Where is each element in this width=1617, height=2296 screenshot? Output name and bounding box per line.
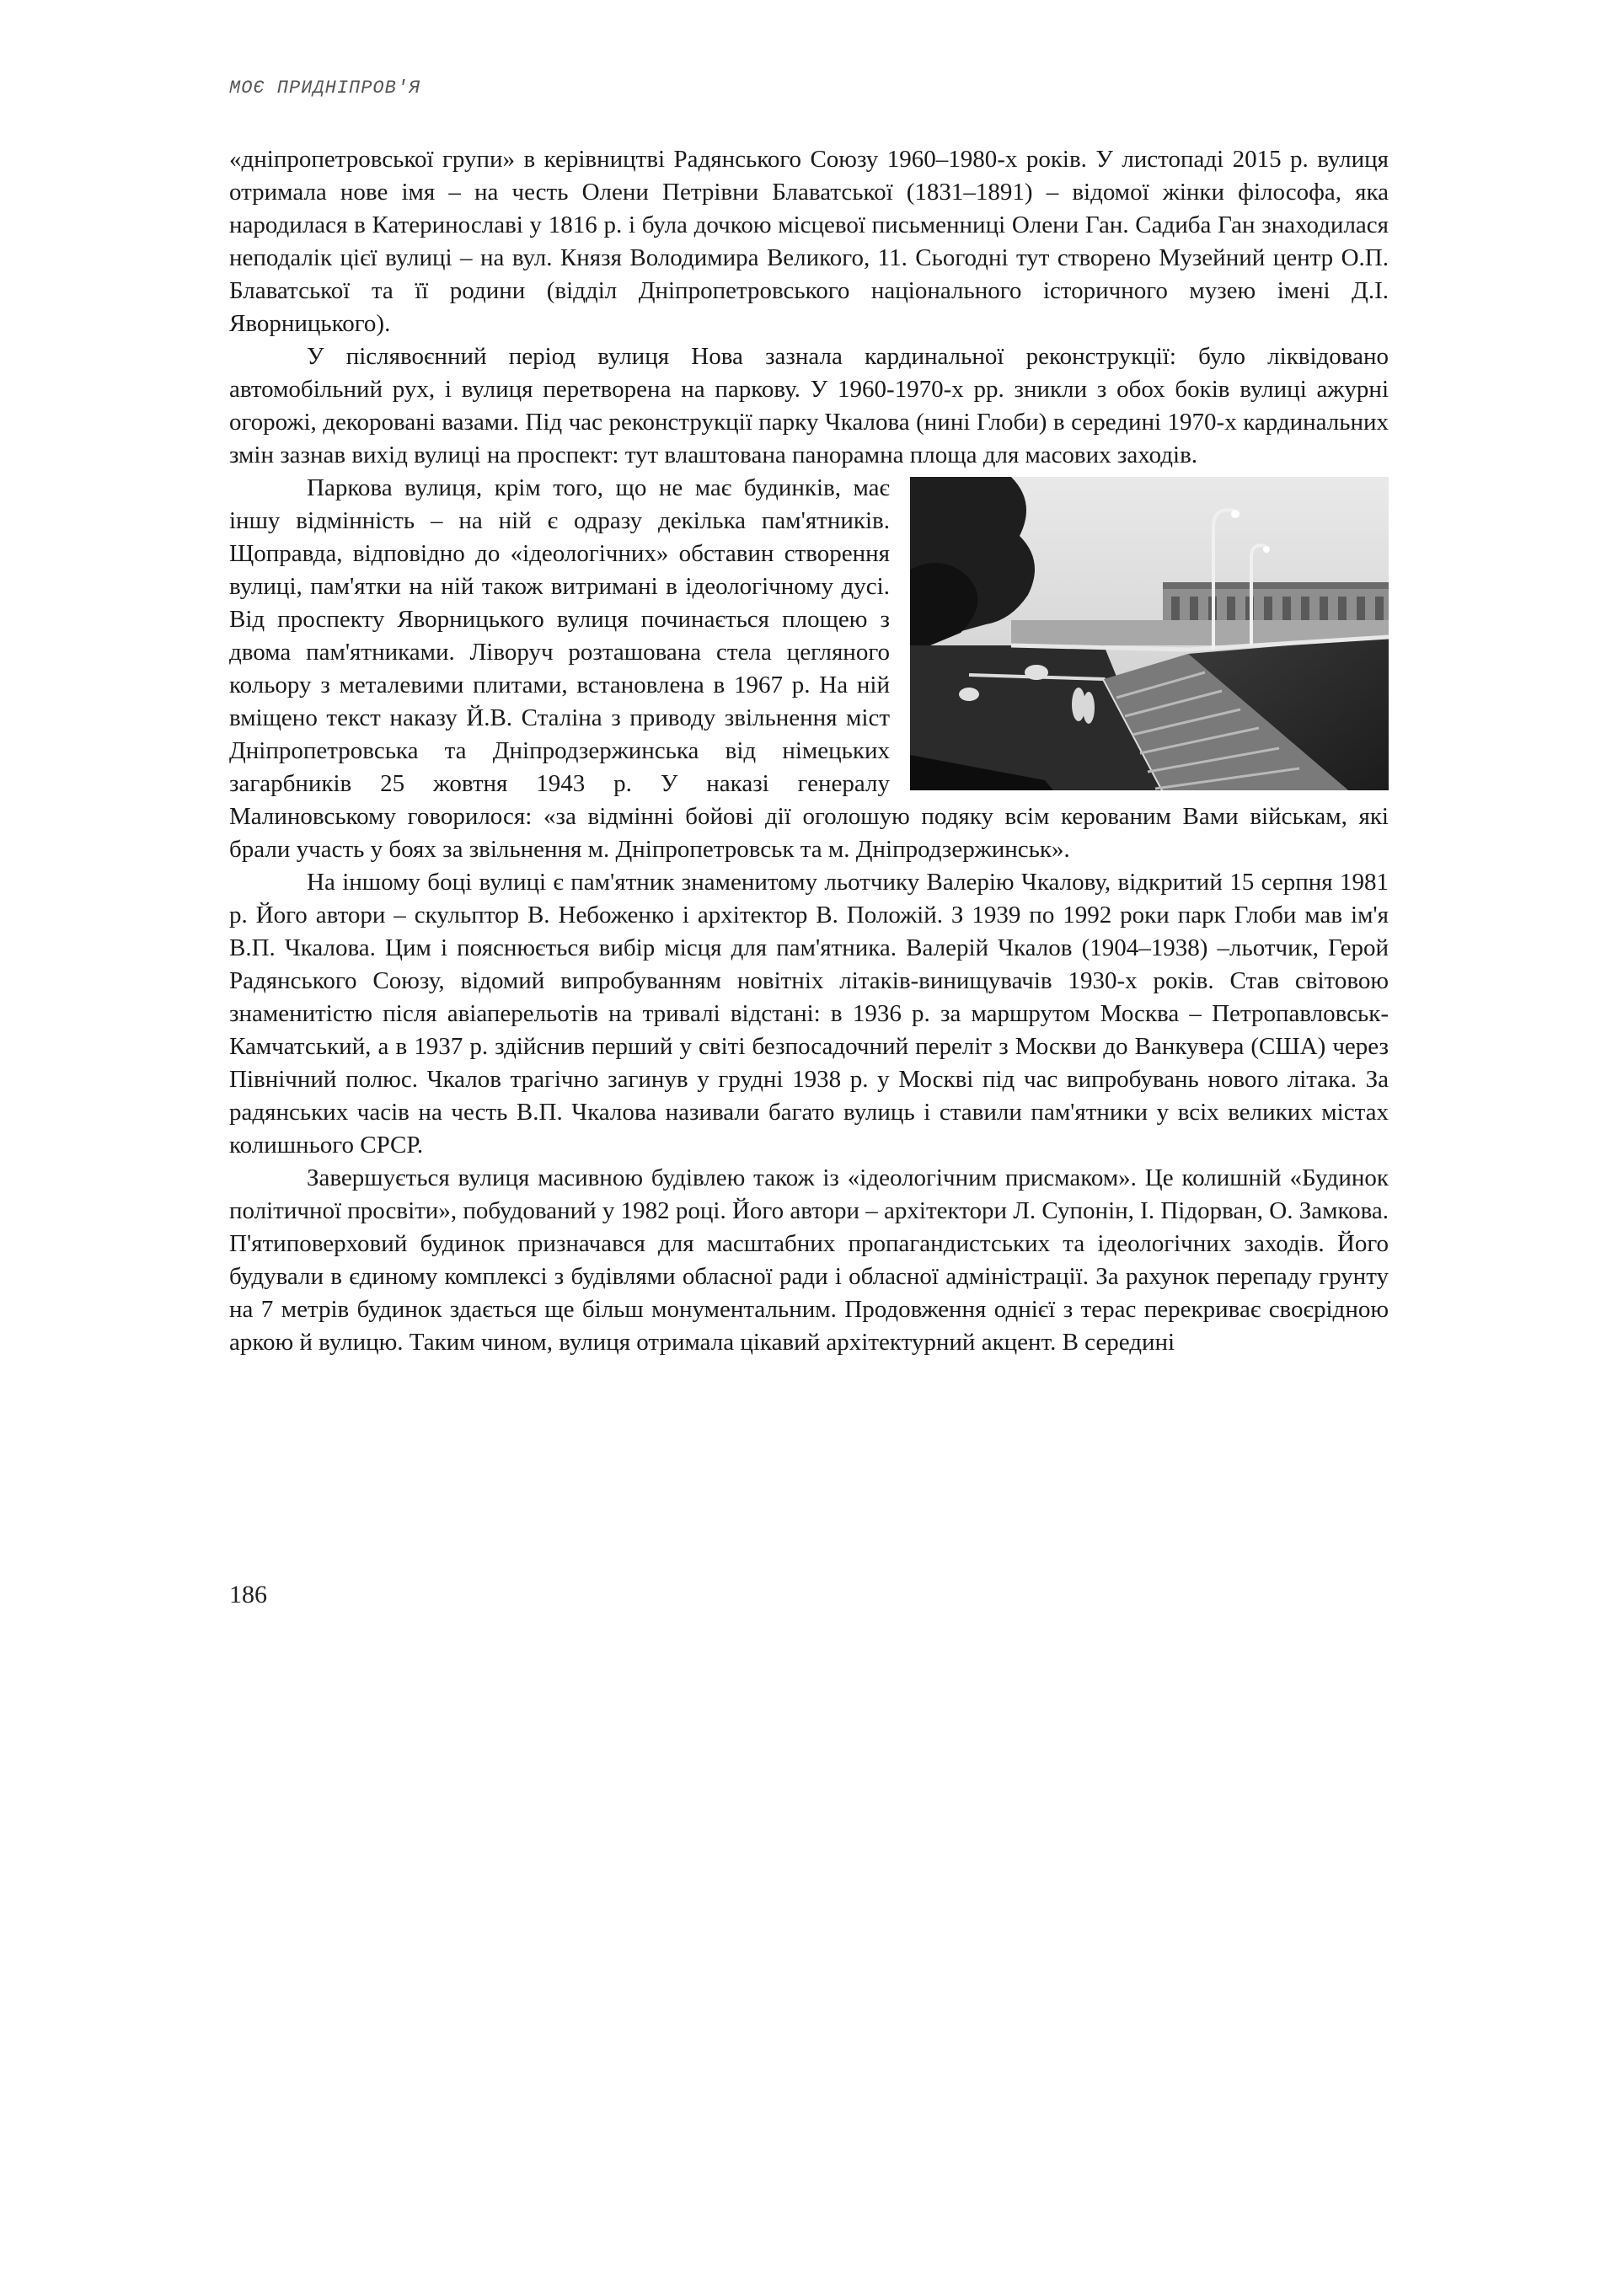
page-number: 186: [229, 1581, 267, 1608]
park-stairs-photo: [910, 477, 1389, 790]
body-text: [229, 143, 1389, 1359]
paragraph: «дніпропетровської групи» в керівництві Радянського Союзу 1960–1980-х років. У листопаді 2015 р. вулиця отримала нове імя – на честь Олени Петрівни Блаватської (1831–1891) – відомої жінки філософа, яка народилася в Катеринославі у 1816 р. і була дочкою місцевої письменниці Олени Ган. Садиба Ган знаходилася неподалік цієї вулиці – на вул. Князя Володимира Великого, 11. Сьогодні тут створено Музейний центр О.П. Блаватської та її родини (відділ Дніпропетровського національного історичного музею імені Д.І. Яворницького).: [229, 146, 1389, 337]
running-header: МОЄ ПРИДНІПРОВ'Я: [229, 78, 421, 99]
paragraph: Завершується вулиця масивною будівлею також із «ідеологічним присмаком». Це колишній «Будинок політичної просвіти», побудований у 1982 році. Його автори – архітектори Л. Супонін, І. Підорван, О. Замкова. П'ятиповерховий будинок призначався для масштабних пропагандистських та ідеологічних заходів. Його будували в єдиному комплексі з будівлями обласної ради і обласної адміністрації. За рахунок перепаду грунту на 7 метрів будинок здається ще більш монументальним. Продовження однієї з терас перекриває своєрідною аркою й вулицю. Таким чином, вулиця отримала цікавий архітектурний акцент. В середині: [229, 1164, 1389, 1356]
paragraph: Паркова вулиця, крім того, що не має будинків, має іншу відмінність – на ній є одразу декілька пам'ятників. Щоправда, відповідно до «ідеологічних» обставин створення вулиці, пам'ятки на ній також витримані в ідеологічному дусі. Від проспекту Яворницького вулиця починається площею з двома пам'ятниками. Ліворуч розташована стела цегляного кольору з металевими плитами, встановлена в 1967 р. На ній вміщено текст наказу Й.В. Сталіна з приводу звільнення міст Дніпропетровська та Дніпродзержинська від німецьких загарбників 25 жовтня 1943 р. У наказі генералу Малиновському говорилося: «за відмінні бойові дії оголошую подяку всім керованим Вами військам, які брали участь у боях за звільнення м. Дніпропетровськ та м. Дніпродзержинськ».: [229, 474, 1389, 863]
paragraph: У післявоєнний період вулиця Нова зазнала кардинальної реконструкції: було ліквідовано автомобільний рух, і вулиця перетворена на паркову. У 1960-1970-х рр. зникли з обох боків вулиці ажурні огорожі, декоровані вазами. Під час реконструкції парку Чкалова (нині Глоби) в середині 1970-х кардинальних змін зазнав вихід вулиці на проспект: тут влаштована панорамна площа для масових заходів.: [229, 343, 1389, 468]
paragraph: На іншому боці вулиці є пам'ятник знаменитому льотчику Валерію Чкалову, відкритий 15 серпня 1981 р. Його автори – скульптор В. Небоженко і архітектор В. Положій. З 1939 по 1992 роки парк Глоби мав ім'я В.П. Чкалова. Цим і пояснюється вибір місця для пам'ятника. Валерій Чкалов (1904–1938) –льотчик, Герой Радянського Союзу, відомий випробуванням новітніх літаків-винищувачів 1930-х років. Став світовою знаменитістю після авіаперельотів на тривалі відстані: в 1936 р. за маршрутом Москва – Петропавловськ-Камчатський, а в 1937 р. здійснив перший у світі безпосадочний переліт з Москви до Ванкувера (США) через Північний полюс. Чкалов трагічно загинув у грудні 1938 р. у Москві під час випробувань нового літака. За радянських часів на честь В.П. Чкалова називали багато вулиць і ставили пам'ятники у всіх великих містах колишнього СРСР.: [229, 869, 1389, 1159]
